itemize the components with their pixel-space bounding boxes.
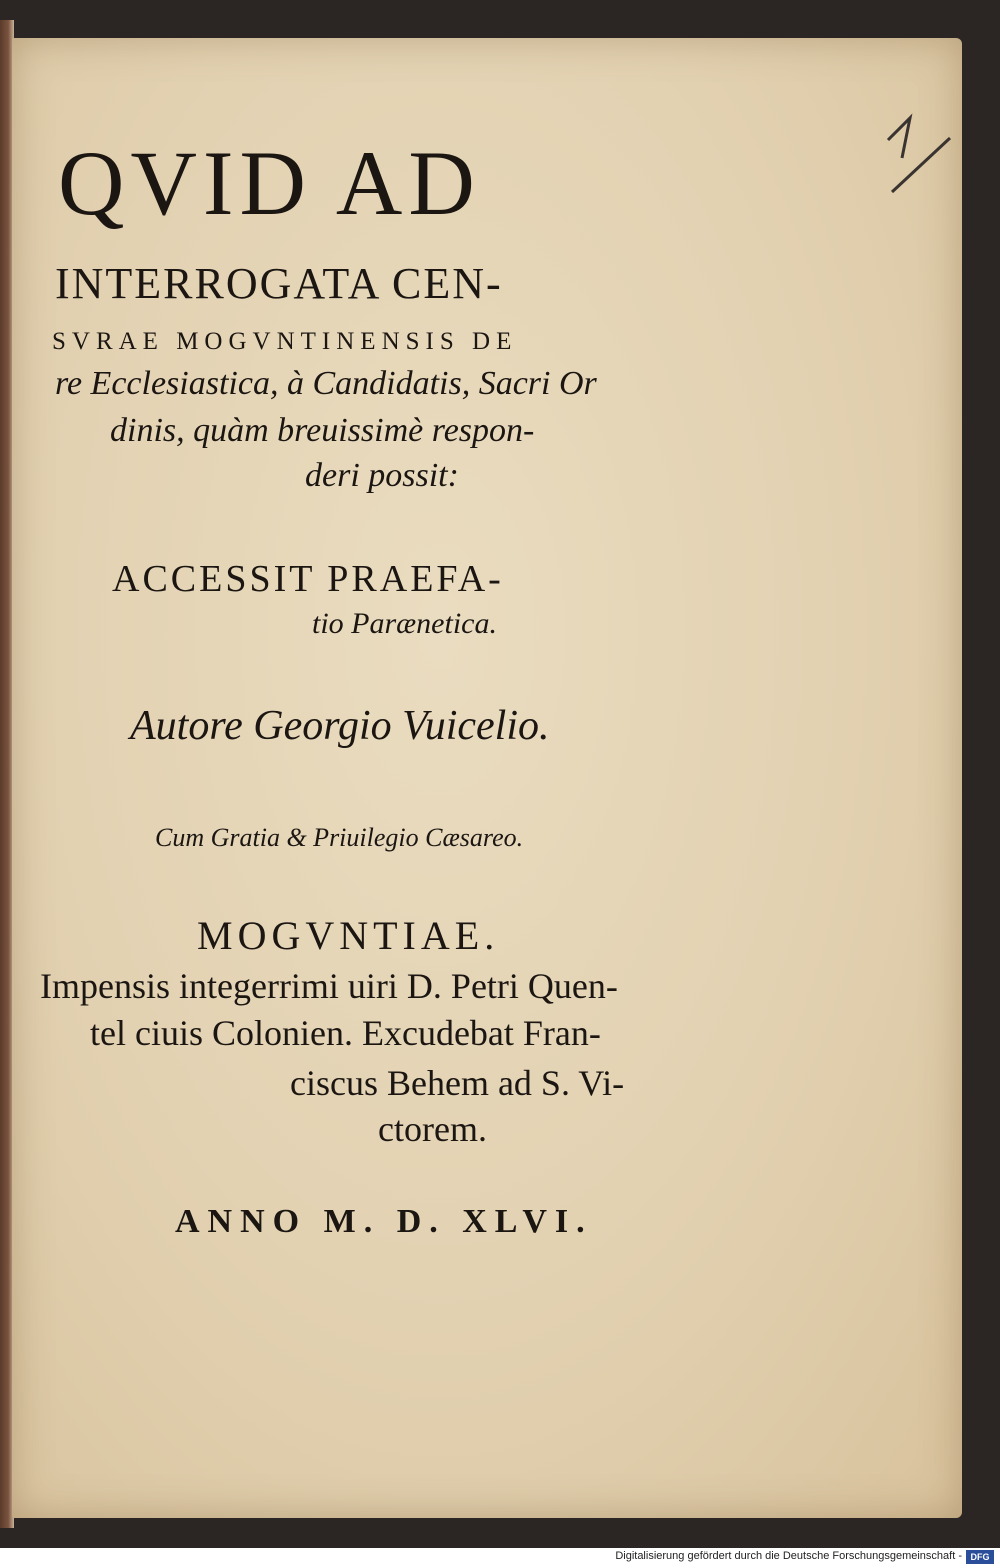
footer-bar — [0, 1548, 1000, 1568]
imprint-line-4: ctorem. — [378, 1109, 487, 1149]
title-line-6: deri possit: — [305, 457, 459, 494]
author-line: Autore Georgio Vuicelio. — [130, 703, 550, 749]
title-line-4: re Ecclesiastica, à Candidatis, Sacri Or — [55, 365, 597, 402]
privilege-line: Cum Gratia & Priuilegio Cæsareo. — [155, 823, 524, 852]
footer-credit: Digitalisierung gefördert durch die Deutsche Forschungsgemeinschaft - — [615, 1550, 962, 1562]
title-line-2: INTERROGATA CEN- — [55, 259, 503, 308]
folio-mark — [880, 110, 960, 200]
imprint-line-1: Impensis integerrimi uiri D. Petri Quen- — [40, 966, 618, 1006]
title-line-5: dinis, quàm breuissimè respon- — [110, 412, 535, 449]
preface-heading: ACCESSIT PRAEFA- — [112, 558, 504, 600]
title-line-3: SVRAE MOGVNTINENSIS DE — [52, 328, 518, 355]
publication-year: ANNO M. D. XLVI. — [175, 1203, 593, 1240]
dfg-logo: DFG — [966, 1550, 994, 1564]
imprint-place: MOGVNTIAE. — [197, 913, 500, 958]
title-line-1: QVID AD — [58, 132, 481, 234]
preface-subtitle: tio Parænetica. — [312, 607, 497, 640]
imprint-line-3: ciscus Behem ad S. Vi- — [290, 1063, 625, 1103]
imprint-line-2: tel ciuis Colonien. Excudebat Fran- — [90, 1013, 601, 1053]
